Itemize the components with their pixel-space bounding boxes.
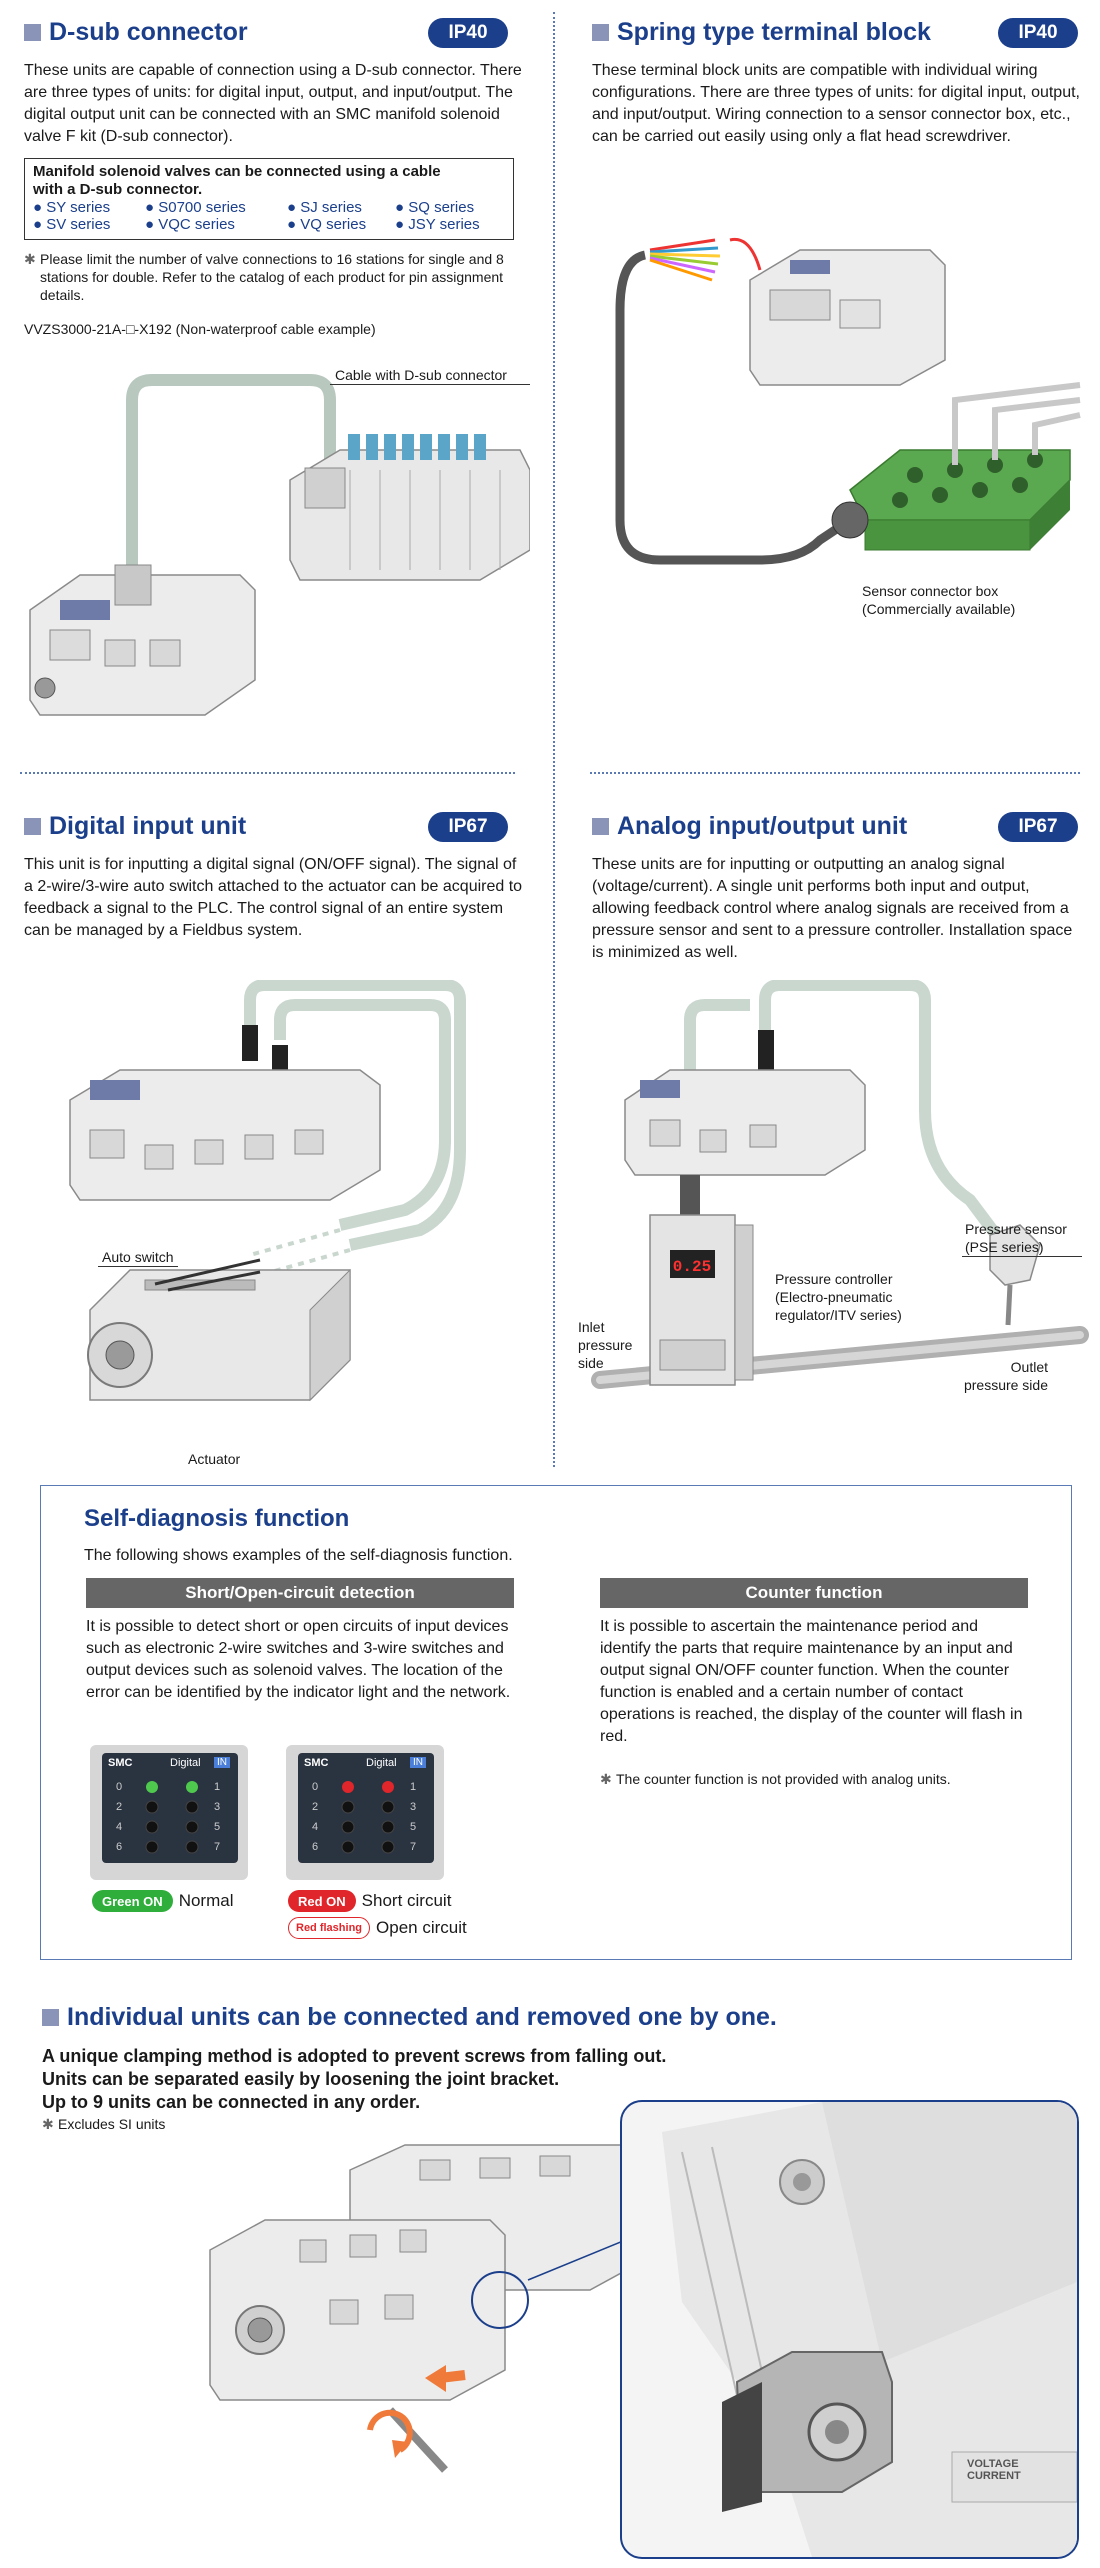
right-numbers: 1 3 5 7 — [410, 1781, 417, 1853]
note-mark-icon: ✱ — [24, 251, 36, 267]
led-off — [186, 1821, 198, 1833]
panel-label: Digital — [170, 1757, 201, 1769]
inlet-callout: Inlet pressure side — [578, 1319, 633, 1371]
controller-display: 0.25 — [672, 1258, 712, 1276]
dsub-example: VVZS3000-21A-□-X192 (Non-waterproof cable example) — [24, 321, 376, 337]
led-off — [186, 1841, 198, 1853]
right-numbers: 1 3 5 7 — [214, 1781, 221, 1853]
series-item: ● SV series — [33, 216, 111, 233]
digital-illustration — [50, 980, 520, 1430]
series-item: ● JSY series — [395, 216, 480, 233]
outlet-callout: Outlet pressure side — [963, 1359, 1048, 1393]
note-mark-icon: ✱ — [600, 1771, 612, 1787]
led-off — [342, 1801, 354, 1813]
spring-ip-badge: IP40 — [998, 18, 1078, 48]
indicator-display — [102, 1753, 238, 1863]
short-detection-header: Short/Open-circuit detection — [86, 1578, 514, 1608]
selfdiag-title: Self-diagnosis function — [84, 1505, 350, 1532]
dsub-box-title-2: with a D-sub connector. — [33, 181, 203, 198]
selfdiag-intro: The following shows examples of the self-diagnosis function. — [84, 1547, 513, 1564]
red-flashing-pill: Red flashing — [288, 1917, 370, 1939]
led-off — [146, 1841, 158, 1853]
note-mark-icon: ✱ — [42, 2116, 54, 2132]
auto-switch-callout: Auto switch — [102, 1249, 174, 1265]
square-bullet-icon — [42, 2009, 59, 2026]
dsub-ip-badge: IP40 — [428, 18, 508, 48]
dsub-valve-box — [24, 158, 514, 240]
led-grid-error — [328, 1779, 408, 1859]
individual-note: ✱ Excludes SI units — [42, 2116, 166, 2132]
legend-short-text: Short circuit — [361, 1891, 452, 1910]
led-off — [146, 1821, 158, 1833]
short-detection-body: It is possible to detect short or open circuits of input devices such as electronic 2-wire switches and 3-wire switches and output devices such as solenoid valves. The location of the error can be identified by the indicator light and the network. — [86, 1618, 511, 1701]
zoom-label: VOLTAGE CURRENT — [967, 2458, 1021, 2482]
left-numbers: 0 2 4 6 — [116, 1781, 123, 1853]
digital-title: Digital input unit — [24, 812, 246, 841]
led-off — [382, 1801, 394, 1813]
green-on-pill: Green ON — [92, 1890, 173, 1912]
series-item: ● VQ series — [287, 216, 367, 233]
led-grid-normal — [132, 1779, 212, 1859]
led-off — [186, 1801, 198, 1813]
controller-callout: Pressure controller (Electro-pneumatic regulator/ITV series) — [775, 1271, 902, 1323]
series-item: ● SJ series — [287, 199, 362, 216]
horizontal-divider — [20, 772, 515, 774]
led-red-on — [342, 1781, 354, 1793]
panel-in-badge: IN — [214, 1757, 230, 1768]
led-red-on — [382, 1781, 394, 1793]
left-numbers: 0 2 4 6 — [312, 1781, 319, 1853]
spring-title: Spring type terminal block — [592, 18, 931, 47]
spring-body: These terminal block units are compatible with individual wiring configurations. There are three types of units: for digital input, output, and input/output. Wiring connection to a sensor connector box, etc., can be carried out easily using only a flat head screwdriver. — [592, 62, 1080, 145]
square-bullet-icon — [592, 24, 609, 41]
digital-body: This unit is for inputting a digital signal (ON/OFF signal). The signal of a 2-wire/3-wire auto switch attached to the actuator can be acquired to feedback a signal to the PLC. The control signal of an entire system can be managed by a Fieldbus system. — [24, 856, 523, 939]
series-item: ● VQC series — [145, 216, 235, 233]
led-off — [146, 1801, 158, 1813]
dsub-illustration — [20, 350, 530, 730]
spring-illustration — [600, 220, 1090, 620]
callout-line — [962, 1256, 1082, 1257]
counter-header: Counter function — [600, 1578, 1028, 1608]
series-item: ● SQ series — [395, 199, 475, 216]
square-bullet-icon — [592, 818, 609, 835]
square-bullet-icon — [24, 24, 41, 41]
analog-title: Analog input/output unit — [592, 812, 907, 841]
spring-callout: Sensor connector box (Commercially available) — [862, 583, 1016, 617]
indicator-display — [298, 1753, 434, 1863]
callout-line — [98, 1266, 178, 1267]
legend-short — [288, 1890, 451, 1912]
zoom-illustration — [622, 2102, 1077, 2557]
led-green-on — [186, 1781, 198, 1793]
led-off — [342, 1821, 354, 1833]
digital-ip-badge: IP67 — [428, 812, 508, 842]
vertical-divider — [553, 12, 555, 1467]
panel-label: Digital — [366, 1757, 397, 1769]
actuator-callout: Actuator — [188, 1451, 241, 1467]
square-bullet-icon — [24, 818, 41, 835]
led-off — [382, 1821, 394, 1833]
dsub-series-grid — [33, 199, 505, 233]
counter-body: It is possible to ascertain the maintenance period and identify the parts that require maintenance by an input and output signal ON/OFF counter function. When the counter function is enabled and a certain number of contact operations is reached, the display of the counter will flash in red. — [600, 1618, 1023, 1745]
dsub-title: D-sub connector — [24, 18, 248, 47]
counter-note: ✱ The counter function is not provided with analog units. — [600, 1771, 951, 1787]
series-item: ● SY series — [33, 199, 111, 216]
panel-brand: SMC — [304, 1757, 329, 1769]
indicator-panel-normal — [90, 1745, 248, 1880]
indicator-panel-error — [286, 1745, 444, 1880]
led-green-on — [146, 1781, 158, 1793]
legend-normal-text: Normal — [178, 1891, 234, 1910]
led-off — [382, 1841, 394, 1853]
dsub-note: ✱ Please limit the number of valve connections to 16 stations for single and 8 stations for double. Refer to the catalog of each product for pin assignment details. — [24, 251, 504, 303]
analog-body: These units are for inputting or outputting an analog signal (voltage/current). A single unit performs both input and output, allowing feedback control where analog signals are received from a pressure sensor and sent to a pressure controller. Installation space is minimized as well. — [592, 856, 1073, 961]
dsub-cable-callout: Cable with D-sub connector — [335, 367, 507, 383]
analog-illustration — [590, 980, 1090, 1420]
legend-open — [288, 1917, 467, 1939]
panel-in-badge: IN — [410, 1757, 426, 1768]
series-item: ● S0700 series — [145, 199, 246, 216]
led-off — [342, 1841, 354, 1853]
red-on-pill: Red ON — [288, 1890, 356, 1912]
panel-brand: SMC — [108, 1757, 133, 1769]
individual-illustration — [190, 2140, 660, 2480]
individual-lines: A unique clamping method is adopted to prevent screws from falling out. Units can be separated easily by loosening the joint bracket. Up to 9 units can be connected in any order. — [42, 2046, 667, 2112]
horizontal-divider — [590, 772, 1080, 774]
sensor-callout: Pressure sensor (PSE series) — [965, 1221, 1067, 1255]
dsub-body: These units are capable of connection using a D-sub connector. There are three types of units: for digital input, output, and input/output. The digital output unit can be connected with an SMC manifold solenoid valve F kit (D-sub connector). — [24, 62, 522, 145]
analog-ip-badge: IP67 — [998, 812, 1078, 842]
legend-open-text: Open circuit — [376, 1918, 467, 1937]
dsub-box-title-1: Manifold solenoid valves can be connected using a cable — [33, 163, 441, 180]
legend-normal — [92, 1890, 233, 1912]
individual-title: Individual units can be connected and removed one by one. — [42, 2003, 777, 2032]
callout-line — [330, 384, 530, 385]
zoom-detail-box — [620, 2100, 1079, 2559]
